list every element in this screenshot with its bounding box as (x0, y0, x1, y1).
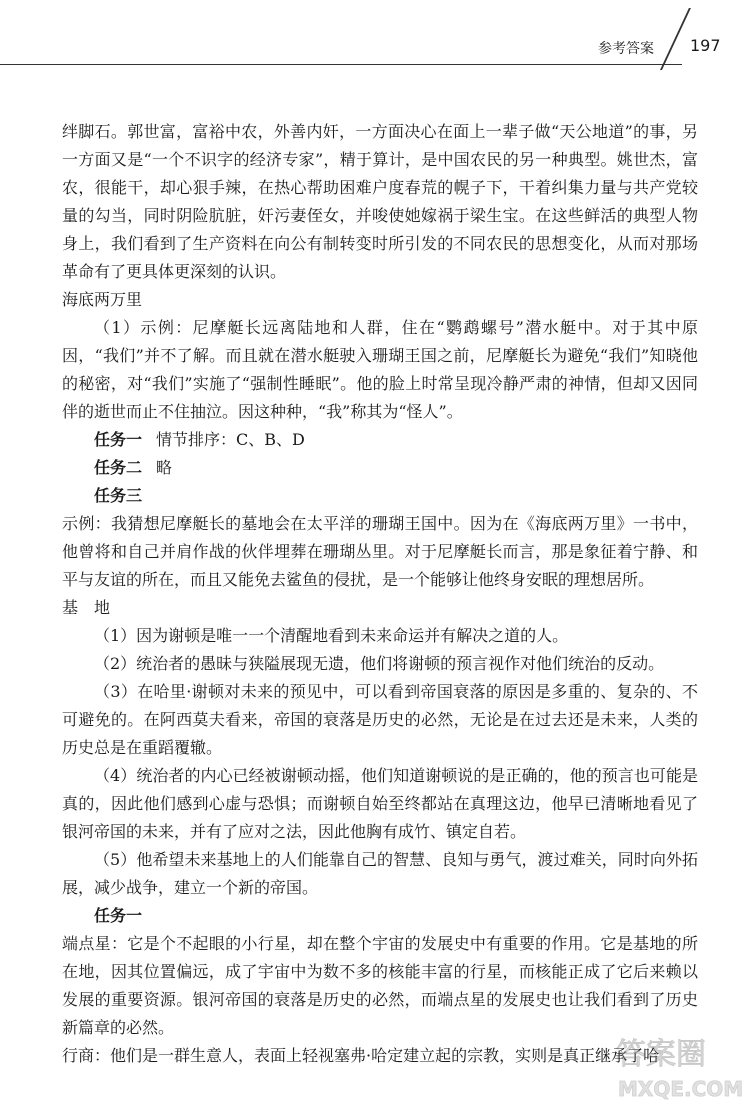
task-text: 情节排序：C、B、D (156, 430, 305, 449)
task-line (94, 454, 698, 482)
paragraph: 行商：他们是一群生意人，表面上轻视塞弗·哈定建立起的宗教，实则是真正继承了哈 (62, 1046, 660, 1065)
task-title: 任务二 (94, 458, 143, 477)
paragraph: （5）他希望未来基地上的人们能靠自己的智慧、良知与勇气，渡过难关，同时向外拓展，减少战争，建立一个新的帝国。 (62, 850, 698, 897)
paragraph: （1）因为谢顿是唯一一个清醒地看到未来命运并有解决之道的人。 (94, 626, 569, 645)
task-text: 略 (156, 458, 173, 477)
header-label: 参考答案 (598, 41, 654, 57)
page-number: 197 (690, 36, 721, 55)
paragraph: 端点星：它是个不起眼的小行星，却在整个宇宙的发展史中有重要的作用。它是基地的所在地，因其位置偏远，成了宇宙中为数不多的核能丰富的行星，而核能正成了它后来赖以发展的重要资源。银河帝国的衰落是历史的必然，而端点星的发展史也让我们看到了历史新篇章的必然。 (62, 934, 698, 1037)
section-heading-haidi: 海底两万里 (62, 290, 143, 309)
watermark-logo (612, 1030, 744, 1102)
task-title: 任务三 (94, 486, 143, 505)
section-heading-jidi: 基 地 (62, 598, 111, 617)
page-header (0, 0, 750, 70)
paragraph: （3）在哈里·谢顿对未来的预见中，可以看到帝国衰落的原因是多重的、复杂的、不可避免的。在阿西莫夫看来，帝国的衰落是历史的必然，无论是在过去还是未来，人类的历史总是在重蹈覆辙。 (62, 682, 698, 757)
task-line (94, 426, 698, 454)
task-line (94, 482, 698, 510)
header-rule (0, 64, 682, 65)
task-title: 任务一 (94, 906, 143, 925)
paragraph: （1）示例：尼摩艇长远离陆地和人群，住在“鹦鹉螺号”潜水艇中。对于其中原因，“我们”并不了解。而且就在潜水艇驶入珊瑚王国之前，尼摩艇长为避免“我们”知晓他的秘密，对“我们”实施了“强制性睡眠”。他的脸上时常呈现冷静严肃的神情，但却又因同伴的逝世而止不住抽泣。因这种种，“我”称其为“怪人”。 (62, 318, 698, 421)
header-slash-divider (660, 8, 691, 70)
watermark-line2: MXQE.COM (618, 1077, 744, 1101)
task-title: 任务一 (94, 430, 143, 449)
paragraph: 绊脚石。郭世富，富裕中农，外善内奸，一方面决心在面上一辈子做“天公地道”的事，另一方面又是“一个不识字的经济专家”，精于算计，是中国农民的另一种典型。姚世杰，富农，很能干，却心狠手辣，在热心帮助困难户度春荒的幌子下，干着纠集力量与共产党较量的勾当，同时阴险肮脏，奸污妻侄女，并唆使她嫁祸于梁生宝。在这些鲜活的典型人物身上，我们看到了生产资料在向公有制转变时所引发的不同农民的思想变化，从而对那场革命有了更具体更深刻的认识。 (62, 122, 698, 281)
task-line (94, 902, 698, 930)
paragraph: （4）统治者的内心已经被谢顿动摇，他们知道谢顿说的是正确的，他的预言也可能是真的，因此他们感到心虚与恐惧；而谢顿自始至终都站在真理这边，他早已清晰地看见了银河帝国的未来，并有了应对之法，因此他胸有成竹、镇定自若。 (62, 766, 698, 841)
watermark-graphic (612, 1030, 744, 1102)
paragraph: 示例：我猜想尼摩艇长的墓地会在太平洋的珊瑚王国中。因为在《海底两万里》一书中，他曾将和自己并肩作战的伙伴埋葬在珊瑚丛里。对于尼摩艇长而言，那是象征着宁静、和平与友谊的所在，而且又能免去鲨鱼的侵扰，是一个能够让他终身安眠的理想居所。 (62, 514, 698, 589)
paragraph: （2）统治者的愚昧与狭隘展现无遗，他们将谢顿的预言视作对他们统治的反动。 (94, 654, 665, 673)
page-body (62, 118, 698, 1070)
watermark-line1: 答案圈 (616, 1037, 706, 1072)
